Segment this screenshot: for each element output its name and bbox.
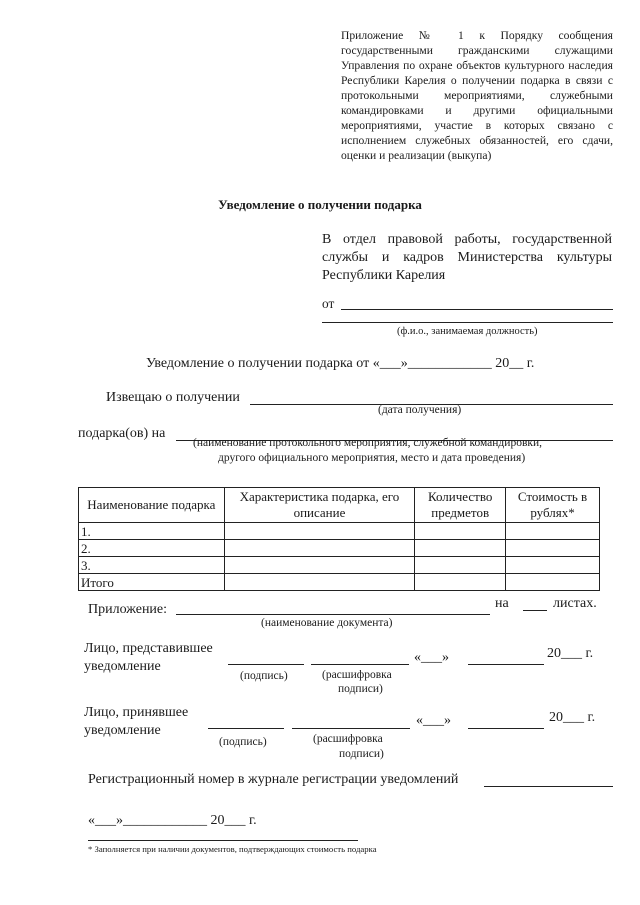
footnote-divider (88, 840, 358, 841)
table-row (79, 557, 600, 574)
table-cell[interactable] (506, 540, 600, 557)
document-title: Уведомление о получении подарка (218, 197, 422, 212)
row-label: 2. (79, 540, 225, 557)
table-cell[interactable] (415, 574, 506, 591)
from-field-line-2[interactable] (322, 322, 613, 323)
row-label: 1. (79, 523, 225, 540)
table-cell[interactable] (506, 574, 600, 591)
header-quantity: Количество предметов (415, 488, 506, 523)
submitter-signature-caption: (подпись) (240, 670, 288, 682)
attachment-sheets: листах. (553, 596, 597, 611)
table-row (79, 540, 600, 557)
table-cell[interactable] (224, 574, 415, 591)
header-cost: Стоимость в рублях* (506, 488, 600, 523)
table-cell[interactable] (415, 557, 506, 574)
receiver-month-field[interactable] (468, 728, 544, 729)
gifts-label: подарка(ов) на (78, 426, 166, 441)
notice-line: Уведомление о получении подарка от «___»____________ 20__ г. (146, 356, 535, 371)
from-caption: (ф.и.о., занимаемая должность) (397, 326, 538, 337)
receiver-signature-field[interactable] (208, 728, 284, 729)
inform-label: Извещаю о получении (106, 390, 240, 405)
footnote: * Заполняется при наличии документов, подтверждающих стоимость подарка (88, 844, 377, 854)
table-row (79, 523, 600, 540)
receiver-decoding-field[interactable] (292, 728, 410, 729)
submitter-decoding-caption-1: (расшифровка (322, 669, 392, 681)
table-cell[interactable] (224, 557, 415, 574)
bottom-date: «___»____________ 20___ г. (88, 813, 257, 828)
submitter-label: Лицо, представившее (84, 641, 213, 656)
attachment-label: Приложение: (88, 602, 168, 617)
table-cell[interactable] (415, 523, 506, 540)
attachment-on: на (495, 596, 509, 611)
submitter-month-field[interactable] (468, 664, 544, 665)
submitter-label-2: уведомление (84, 659, 161, 674)
submitter-day: «___» (414, 650, 449, 665)
attachment-field[interactable] (176, 614, 490, 615)
event-caption-2: другого официального мероприятия, место и дата проведения) (218, 452, 526, 464)
sheets-count-field[interactable] (523, 610, 547, 611)
row-label: Итого (79, 574, 225, 591)
from-label: от (322, 296, 335, 311)
table-cell[interactable] (415, 540, 506, 557)
submitter-year: 20___ г. (547, 646, 594, 661)
table-cell[interactable] (506, 523, 600, 540)
receiver-year: 20___ г. (549, 710, 596, 725)
from-field-line-1[interactable] (341, 309, 613, 310)
header-name: Наименование подарка (79, 488, 225, 523)
gifts-table (78, 487, 600, 591)
receiver-signature-caption: (подпись) (219, 736, 267, 748)
table-cell[interactable] (224, 540, 415, 557)
date-caption: (дата получения) (378, 404, 462, 416)
event-caption-1: (наименование протокольного мероприятия, служебной командировки, (193, 437, 542, 449)
receiver-decoding-caption-2: подписи) (339, 748, 384, 760)
submitter-signature-field[interactable] (228, 664, 304, 665)
submitter-decoding-caption-2: подписи) (338, 683, 383, 695)
row-label: 3. (79, 557, 225, 574)
receiver-label-2: уведомление (84, 723, 161, 738)
receiver-day: «___» (416, 713, 451, 728)
appendix-note: Приложение № 1 к Порядку сообщения государственными гражданскими служащими Управления по охране объектов культурного наследия Республики Карелия о получении подарка в связи с протокольными мероприятиями, служебными командировками и другими официальными мероприятиями, участие в которых связано с исполнением служебных обязанностей, его сдачи, оценки и реализации (выкупа) (341, 29, 613, 162)
registration-label: Регистрационный номер в журнале регистрации уведомлений (88, 772, 459, 787)
addressee: В отдел правовой работы, государственной службы и кадров Министерства культуры Республики Карелия (322, 232, 612, 283)
registration-number-field[interactable] (484, 786, 613, 787)
receiver-decoding-caption-1: (расшифровка (313, 733, 383, 745)
header-description: Характеристика подарка, его описание (224, 488, 415, 523)
submitter-decoding-field[interactable] (311, 664, 409, 665)
table-row (79, 574, 600, 591)
table-cell[interactable] (224, 523, 415, 540)
attachment-caption: (наименование документа) (261, 617, 393, 629)
receiver-label: Лицо, принявшее (84, 705, 189, 720)
table-cell[interactable] (506, 557, 600, 574)
